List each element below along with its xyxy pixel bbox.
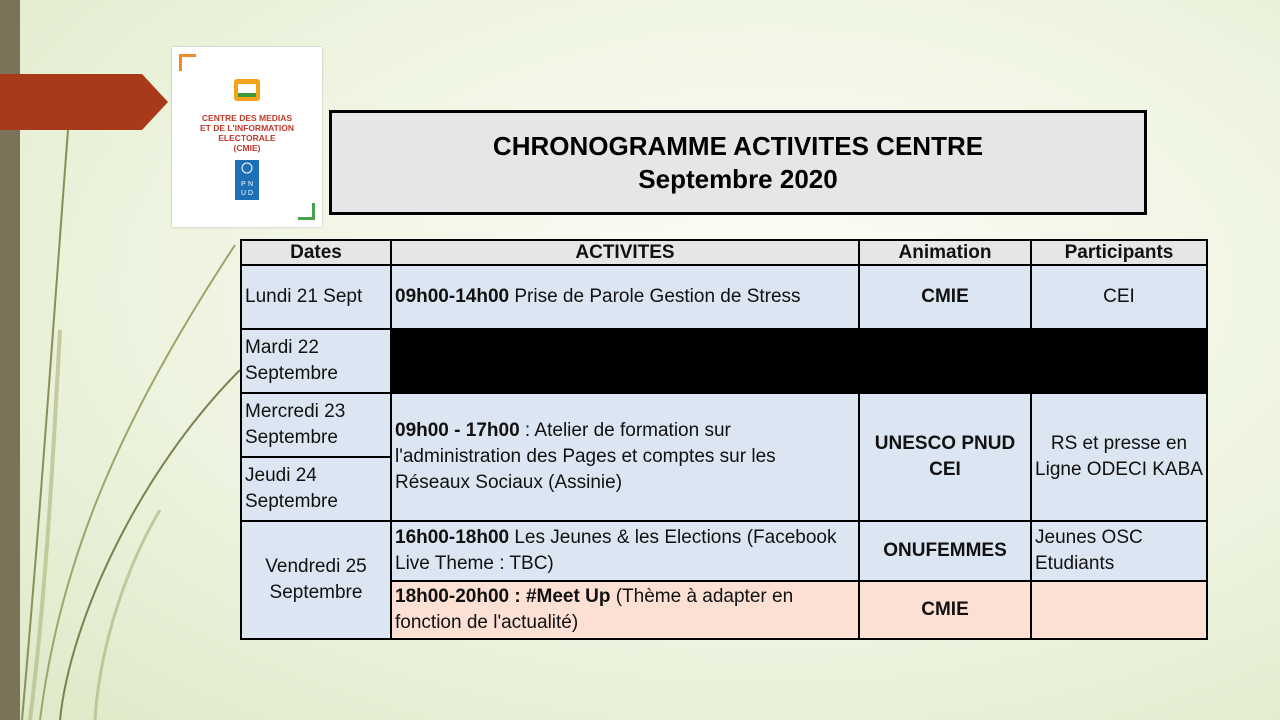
date-cell: Vendredi 25 Septembre xyxy=(241,521,391,639)
activity-cell xyxy=(391,581,859,639)
table-row xyxy=(241,393,1207,457)
cmie-logo xyxy=(172,47,322,227)
table-row xyxy=(241,329,1207,393)
table-row xyxy=(241,521,1207,581)
activity-cell xyxy=(391,393,859,521)
svg-text:P: P xyxy=(241,181,246,188)
activity-time: 18h00-20h00 : #Meet Up xyxy=(395,586,611,607)
animation-cell: CMIE xyxy=(859,265,1031,329)
svg-text:U: U xyxy=(241,190,247,197)
table-row xyxy=(241,265,1207,329)
activity-time: 09h00-14h00 xyxy=(395,286,510,307)
participants-cell: Jeunes OSC Etudiants xyxy=(1031,521,1207,581)
activity-cell xyxy=(391,521,859,581)
schedule-table xyxy=(240,239,1208,640)
logo-text: CENTRE DES MEDIAS ET DE L'INFORMATION ELECTORALE (CMIE) xyxy=(200,113,294,153)
undp-logo-icon xyxy=(235,160,259,200)
activity-cell xyxy=(391,265,859,329)
animation-cell: CMIE xyxy=(859,581,1031,639)
svg-text:D: D xyxy=(248,190,254,197)
cei-emblem-icon xyxy=(232,75,262,105)
activity-text: Prise de Parole Gestion de Stress xyxy=(509,286,801,307)
animation-cell: ONUFEMMES xyxy=(859,521,1031,581)
activity-time: 09h00 - 17h00 xyxy=(395,420,520,441)
activity-text: : Atelier de formation sur l'administration des Pages et comptes sur les Réseaux Sociaux (Assinie) xyxy=(395,420,776,493)
animation-cell: UNESCO PNUD CEI xyxy=(859,393,1031,521)
header-animation: Animation xyxy=(859,240,1031,265)
page-subtitle: Septembre 2020 xyxy=(638,163,838,194)
svg-text:N: N xyxy=(248,181,254,188)
participants-cell xyxy=(1031,581,1207,639)
table-header-row xyxy=(241,240,1207,265)
activity-text: Les Jeunes & les Elections (Facebook Live Theme : TBC) xyxy=(395,527,837,574)
participants-cell: RS et presse en Ligne ODECI KABA xyxy=(1031,393,1207,521)
page-title: CHRONOGRAMME ACTIVITES CENTRE xyxy=(492,130,984,161)
date-cell: Lundi 21 Sept xyxy=(241,265,391,329)
red-arrow-shape xyxy=(0,74,168,130)
participants-cell: CEI xyxy=(1031,265,1207,329)
date-cell: Mercredi 23 Septembre xyxy=(241,393,391,457)
header-activites: ACTIVITES xyxy=(391,240,859,265)
title-box xyxy=(329,110,1147,215)
blacked-out-cell xyxy=(391,329,1207,393)
date-cell: Jeudi 24 Septembre xyxy=(241,457,391,521)
header-dates: Dates xyxy=(241,240,391,265)
logo-corner-orange xyxy=(179,54,196,71)
header-participants: Participants xyxy=(1031,240,1207,265)
activity-text: (Thème à adapter en fonction de l'actualité) xyxy=(395,586,794,633)
logo-corner-green xyxy=(298,203,315,220)
date-cell: Mardi 22 Septembre xyxy=(241,329,391,393)
activity-time: 16h00-18h00 xyxy=(395,527,510,548)
